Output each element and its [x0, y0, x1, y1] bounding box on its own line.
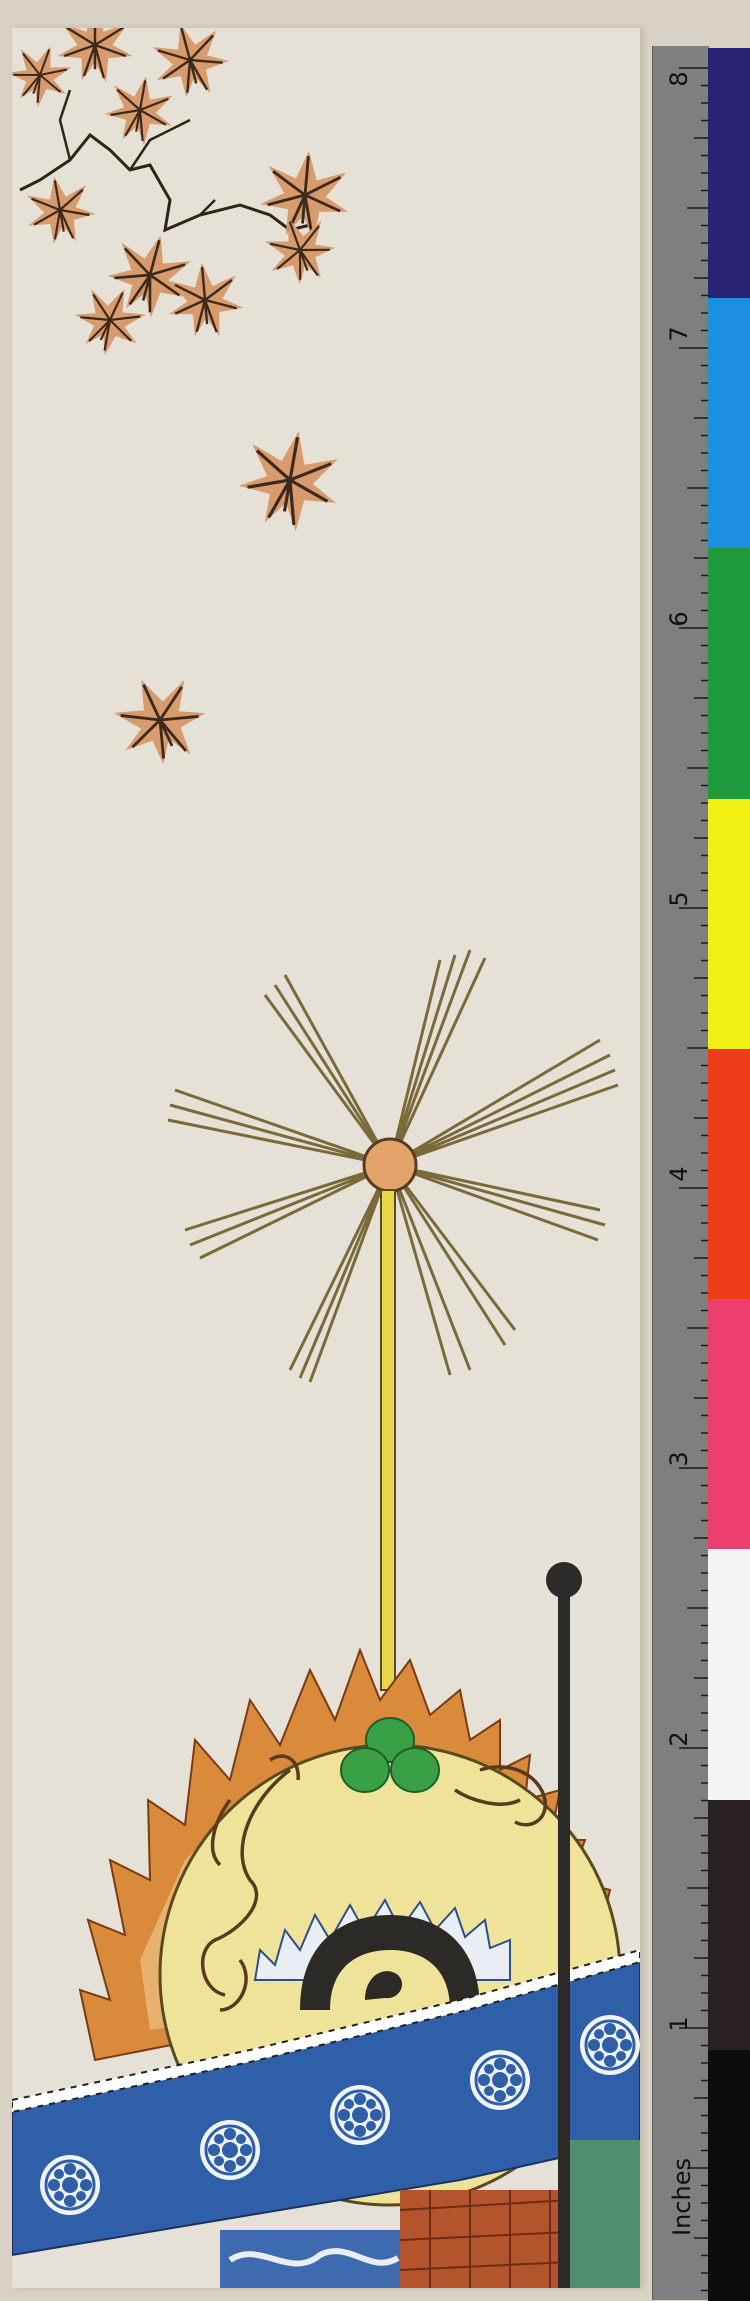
ornament-knob — [364, 1139, 416, 1191]
black-pole — [558, 1580, 570, 2300]
maple-leaf — [256, 206, 343, 293]
maple-leaf — [58, 8, 133, 83]
color-swatch — [708, 298, 750, 549]
ruler-number-4: 4 — [665, 1166, 693, 1182]
color-calibration-bar — [708, 48, 750, 2300]
color-swatch — [708, 1299, 750, 1550]
pole-finial — [546, 1562, 582, 1598]
ornament-pole — [381, 1190, 395, 1690]
falling-maple-leaf — [101, 661, 218, 778]
green-panel — [570, 2140, 640, 2300]
crest-emblem — [330, 2085, 390, 2145]
ruler-number-6: 6 — [665, 611, 693, 627]
ruler-number-2: 2 — [665, 1731, 693, 1747]
ruler-number-1: 1 — [665, 2016, 693, 2032]
color-swatch — [708, 799, 750, 1050]
ruler-number-7: 7 — [665, 326, 693, 342]
color-swatch — [708, 1549, 750, 1800]
brick-panel — [400, 2190, 570, 2300]
color-swatch — [708, 1049, 750, 1300]
lower-blue-panel — [220, 2230, 400, 2300]
color-swatch — [708, 1800, 750, 2051]
crest-emblem — [470, 2050, 530, 2110]
crest-emblem — [200, 2120, 260, 2180]
crest-emblem — [580, 2015, 640, 2075]
maple-leaf — [144, 14, 236, 106]
maple-leaf — [257, 147, 353, 243]
maple-leaf-cluster — [1, 8, 353, 779]
crest-emblem — [40, 2155, 100, 2215]
ruler-unit-label: Inches — [668, 2158, 696, 2236]
ruler-number-8: 8 — [665, 71, 693, 87]
color-swatch — [708, 548, 750, 799]
ruler-number-3: 3 — [665, 1451, 693, 1467]
maple-leaf — [1, 36, 79, 114]
color-swatch — [708, 2050, 750, 2301]
color-swatch — [708, 48, 750, 299]
maple-leaf — [101, 71, 180, 150]
falling-maple-leaf — [233, 423, 347, 537]
ruler-number-5: 5 — [665, 891, 693, 907]
